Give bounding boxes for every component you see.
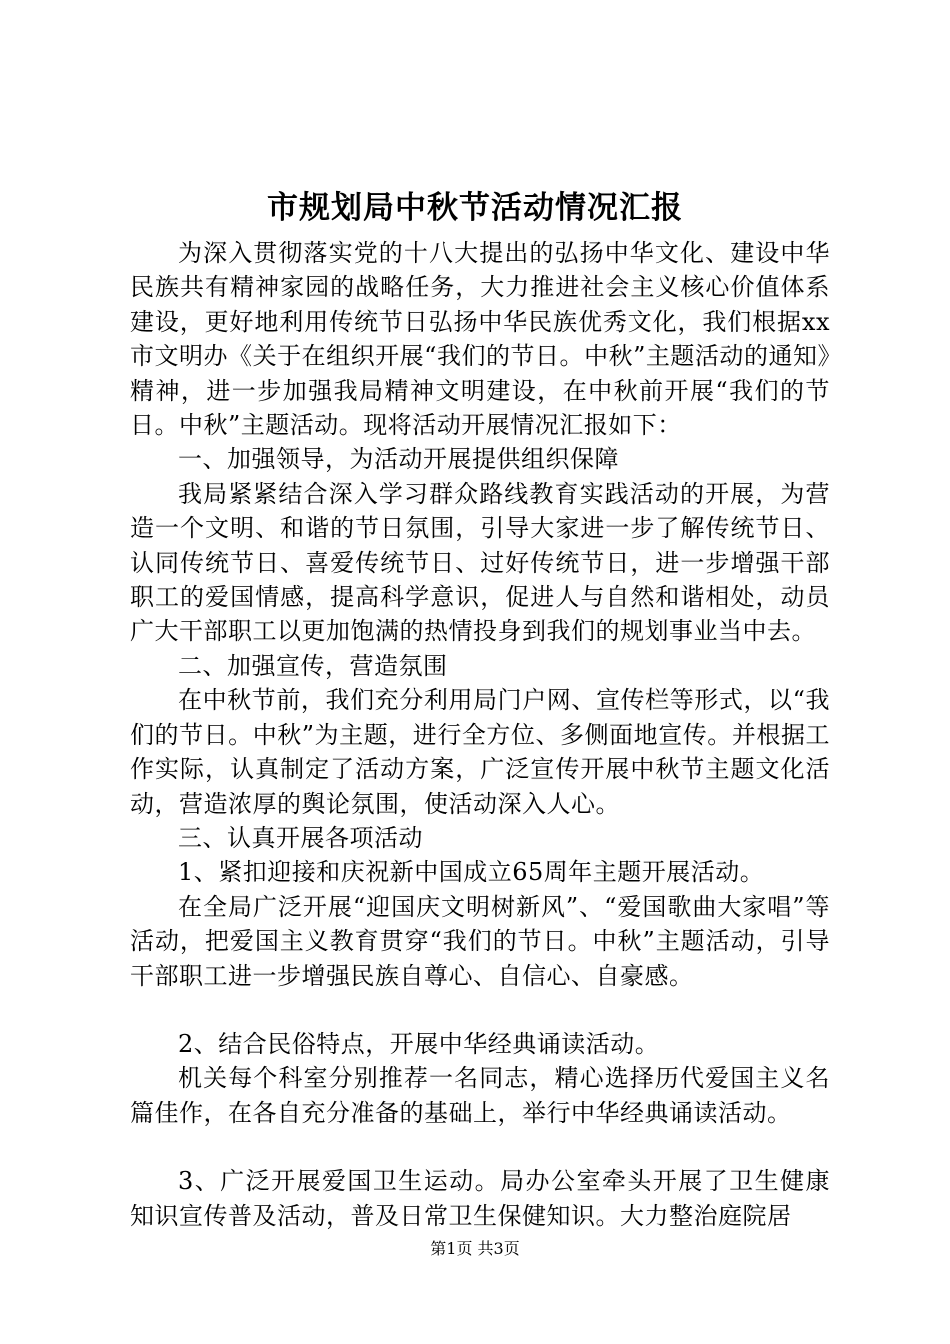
document-body [130, 236, 830, 1233]
paragraph-section-2: 在中秋节前，我们充分利用局门户网、宣传栏等形式，以“我们的节日。中秋”为主题，进行全方位、多侧面地宣传。并根据工作实际，认真制定了活动方案，广泛宣传开展中秋节主题文化活动，营造浓厚的舆论氛围，使活动深入人心。 [130, 686, 830, 818]
paragraph-sub-3: 3、广泛开展爱国卫生运动。局办公室牵头开展了卫生健康知识宣传普及活动，普及日常卫生保健知识。大力整治庭院居 [130, 1167, 830, 1230]
section-heading-2: 二、加强宣传，营造氛围 [178, 651, 448, 680]
subheading-2: 2、结合民俗特点，开展中华经典诵读活动。 [178, 1029, 660, 1058]
paragraph-sub-2: 机关每个科室分别推荐一名同志，精心选择历代爱国主义名篇佳作，在各自充分准备的基础上，举行中华经典诵读活动。 [130, 1064, 830, 1127]
paragraph-sub-1: 在全局广泛开展“迎国庆文明树新风”、“爱国歌曲大家唱”等活动，把爱国主义教育贯穿“我们的节日。中秋”主题活动，引导干部职工进一步增强民族自尊心、自信心、自豪感。 [130, 892, 830, 990]
paragraph-section-1: 我局紧紧结合深入学习群众路线教育实践活动的开展，为营造一个文明、和谐的节日氛围，引导大家进一步了解传统节日、认同传统节日、喜爱传统节日、过好传统节日，进一步增强干部职工的爱国情感，提高科学意识，促进人与自然和谐相处，动员广大干部职工以更加饱满的热情投身到我们的规划事业当中去。 [130, 479, 830, 646]
subheading-1: 1、紧扣迎接和庆祝新中国成立65周年主题开展活动。 [178, 858, 765, 887]
document-title: 市规划局中秋节活动情况汇报 [267, 190, 683, 226]
page-footer: 第1页 共3页 [430, 1239, 520, 1258]
section-heading-1: 一、加强领导，为活动开展提供组织保障 [178, 445, 619, 474]
paragraph-intro: 为深入贯彻落实党的十八大提出的弘扬中华文化、建设中华民族共有精神家园的战略任务，大力推进社会主义核心价值体系建设，更好地利用传统节日弘扬中华民族优秀文化，我们根据xx市文明办《关于在组织开展“我们的节日。中秋”主题活动的通知》精神，进一步加强我局精神文明建设，在中秋前开展“我们的节日。中秋”主题活动。现将活动开展情况汇报如下： [130, 239, 830, 440]
section-heading-3: 三、认真开展各项活动 [178, 823, 423, 852]
